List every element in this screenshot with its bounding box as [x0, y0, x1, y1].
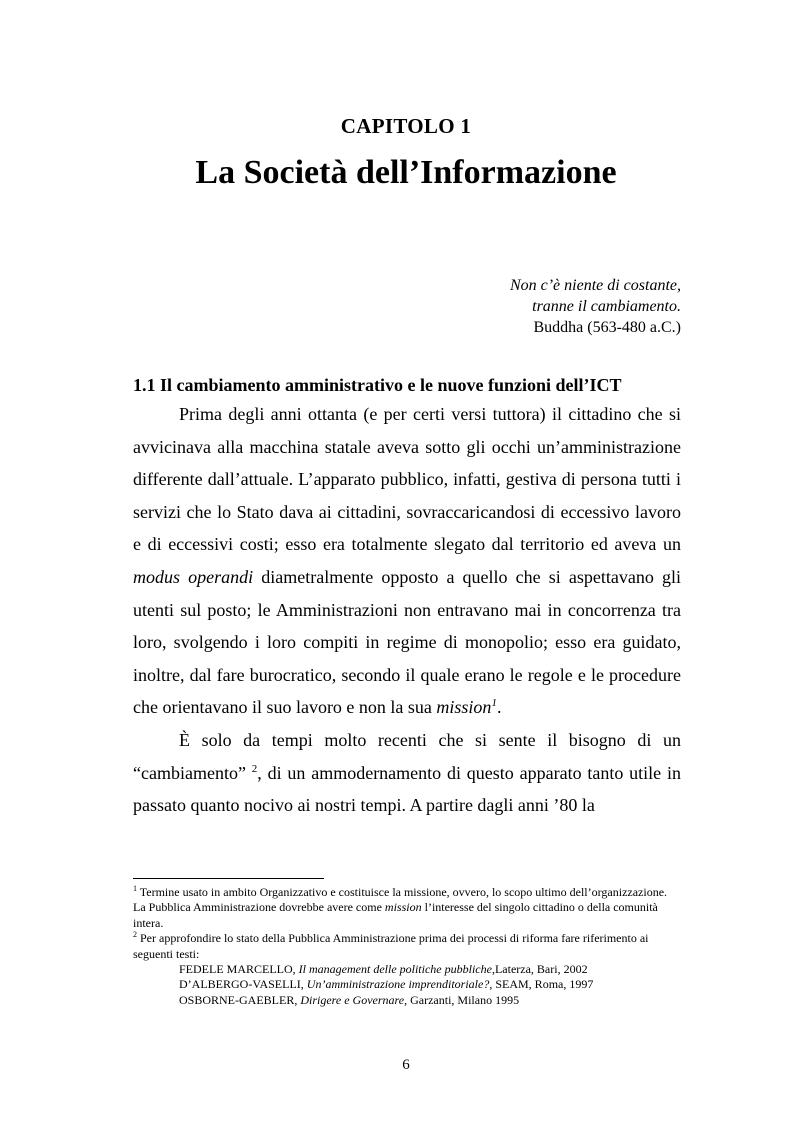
reference-2-title: Un’amministrazione imprenditoriale? [306, 977, 490, 992]
reference-1-title: Il management delle politiche pubbliche [298, 962, 492, 977]
paragraph-1-text-a: Prima degli anni ottanta (e per certi versi tuttora) il cittadino che si avvicinava alla macchina statale aveva sotto gli occhi un’amministrazione differente dall’attuale. L’apparato pubblico, infatti, gestiva di persona tutti i servizi che lo Stato dava ai cittadini, sovraccaricandosi di eccessivo lavoro e di eccessivi costi; esso era totalmente slegato dal territorio ed aveva un [133, 404, 681, 555]
paragraph-1-italic-a: modus operandi [133, 566, 254, 587]
footnote-separator [133, 878, 324, 879]
reference-list [133, 962, 681, 1008]
paragraph-2 [133, 724, 681, 822]
reference-2-publisher: , SEAM, Roma, 1997 [489, 977, 594, 992]
epigraph-attribution: Buddha (563-480 a.C.) [533, 319, 681, 336]
footnote-1-text-b: l’interesse del singolo cittadino o della comunità intera. [133, 900, 658, 930]
footnotes [133, 885, 681, 1008]
reference-3-publisher: , Garzanti, Milano 1995 [404, 992, 520, 1007]
paragraph-1 [133, 398, 681, 724]
footnote-2 [133, 931, 681, 962]
reference-2-author: D’ALBERGO-VASELLI, [179, 977, 307, 992]
chapter-label: CAPITOLO 1 [340, 114, 472, 138]
reference-1 [179, 962, 681, 977]
footnote-ref-1: 1 [491, 697, 497, 710]
epigraph-line-2: tranne il cambiamento. [532, 298, 681, 315]
footnote-1-number: 1 [133, 884, 137, 893]
reference-2 [179, 977, 681, 992]
reference-3-title: Dirigere e Governare [300, 992, 405, 1007]
footnote-1 [133, 885, 681, 931]
footnote-2-text: Per approfondire lo stato della Pubblica Amministrazione prima dei processi di riforma fare riferimento ai seguenti testi: [133, 931, 649, 961]
reference-3 [179, 993, 681, 1008]
epigraph [510, 275, 681, 338]
paragraph-1-italic-b: mission [436, 697, 492, 718]
footnote-ref-2: 2 [251, 762, 258, 775]
body-text [133, 398, 681, 822]
page-number: 6 [402, 1057, 410, 1073]
paragraph-2-text-b: , di un ammodernamento di questo apparato tanto utile in passato quanto nocivo ai nostri tempi. A partire dagli anni ’80 la [133, 762, 681, 816]
reference-1-author: FEDELE MARCELLO, [179, 962, 299, 977]
footnote-1-italic: mission [384, 900, 422, 915]
reference-3-author: OSBORNE-GAEBLER, [179, 992, 301, 1007]
chapter-title: La Società dell’Informazione [195, 154, 617, 191]
paragraph-1-end: . [496, 697, 502, 718]
epigraph-line-1: Non c’è niente di costante, [509, 277, 681, 294]
footnote-1-text-a: Termine usato in ambito Organizzativo e costituisce la missione, ovvero, lo scopo ultimo dell’organizzazione. La Pubblica Amministrazione dovrebbe avere come [133, 885, 668, 915]
section-heading: 1.1 Il cambiamento amministrativo e le nuove funzioni dell’ICT [133, 375, 622, 395]
paragraph-1-text-b: diametralmente opposto a quello che si aspettavano gli utenti sul posto; le Amministrazioni non entravano mai in concorrenza tra loro, svolgendo i loro compiti in regime di monopolio; esso era guidato, inoltre, dal fare burocratico, secondo il quale erano le regole e le procedure che orientavano il suo lavoro e non la sua [133, 566, 681, 718]
paragraph-2-text-a: È solo da tempi molto recenti che si sente il bisogno di un “cambiamento” [133, 729, 681, 783]
reference-1-publisher: ,Laterza, Bari, 2002 [491, 962, 588, 977]
footnote-2-number: 2 [133, 930, 137, 940]
